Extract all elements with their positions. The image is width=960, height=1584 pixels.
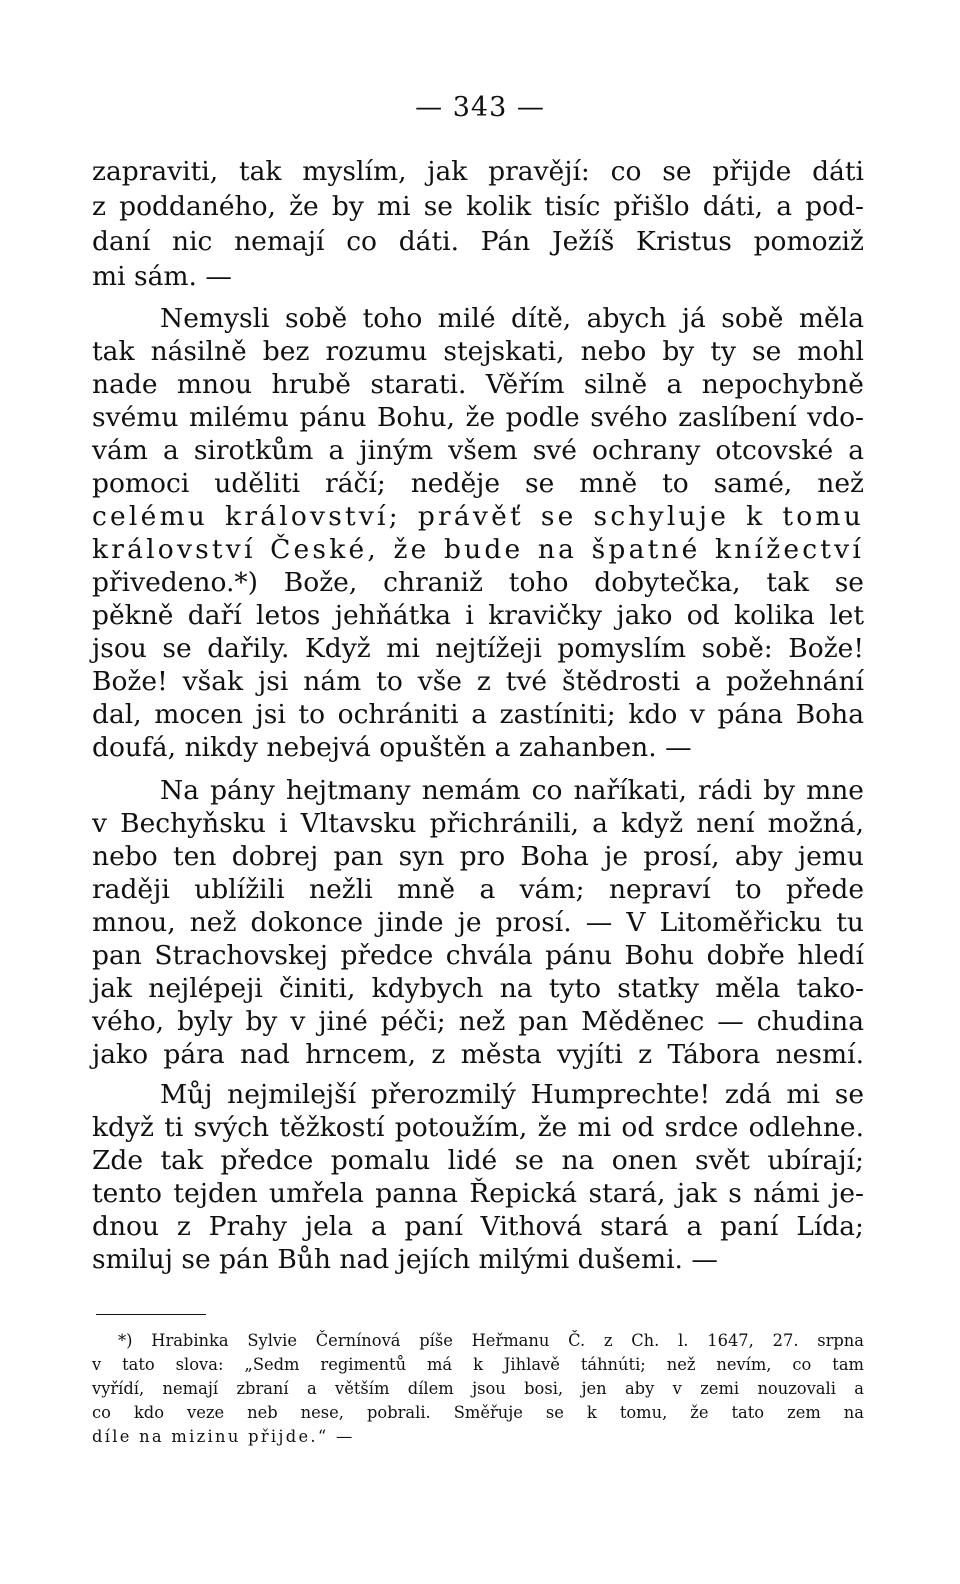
text-line: Zde tak předce pomalu lidé se na onen svět ubírají; <box>92 1145 864 1176</box>
text-line: z poddaného, že by mi se kolik tisíc přišlo dáti, a pod- <box>92 191 864 222</box>
text-line: vám a sirotkům a jiným všem své ochrany otcovské a <box>92 435 864 466</box>
text-line: nebo ten dobrej pan syn pro Boha je prosí, aby jemu <box>92 841 864 872</box>
text-line: Na pány hejtmany nemám co naříkati, rádi by mne <box>160 775 864 806</box>
footnote-line: *) Hrabinka Sylvie Černínová píše Heřmanu Č. z Ch. l. 1647, 27. srpna <box>118 1331 864 1350</box>
text-line: svému milému pánu Bohu, že podle svého zaslíbení vdo- <box>92 402 864 433</box>
footnote-line: co kdo veze neb nese, pobrali. Směřuje se k tomu, že tato zem na <box>92 1403 864 1422</box>
text-line: království České, že bude na špatné knížectví <box>92 534 864 565</box>
text-line: raději ublížili nežli mně a vám; nepraví to přede <box>92 874 864 905</box>
page-number: — 343 — <box>415 92 545 123</box>
footnote-line: vyřídí, nemají zbraní a větším dílem jsou bosi, jen aby v zemi nouzovali a <box>92 1379 864 1398</box>
text-line: přivedeno.*) Bože, chraniž toho dobytečka, tak se <box>92 567 864 598</box>
text-line: pomoci uděliti ráčí; neděje se mně to samé, než <box>92 468 864 499</box>
text-line: když ti svých těžkostí potoužím, že mi od srdce odlehne. <box>92 1112 864 1143</box>
text-line: vého, byly by v jiné péči; než pan Měděnec — chudina <box>92 1006 864 1037</box>
footnote-line: díle na mizinu přijde.“ — <box>92 1427 355 1446</box>
text-line: v Bechyňsku i Vltavsku přichránili, a když není možná, <box>92 808 864 839</box>
text-line: dal, mocen jsi to ochrániti a zastíniti; kdo v pána Boha <box>92 699 864 730</box>
text-line: Bože! však jsi nám to vše z tvé štědrosti a požehnání <box>92 666 864 697</box>
text-line: mnou, než dokonce jinde je prosí. — V Litoměřicku tu <box>92 907 864 938</box>
text-line: tak násilně bez rozumu stejskati, nebo by ty se mohl <box>92 336 864 367</box>
text-line: dnou z Prahy jela a paní Vithová stará a paní Lída; <box>92 1211 864 1242</box>
text-line: jsou se dařily. Když mi nejtížeji pomyslím sobě: Bože! <box>92 633 864 664</box>
text-line: doufá, nikdy nebejvá opuštěn a zahanben. — <box>92 732 692 763</box>
text-line: jak nejlépeji činiti, kdybych na tyto statky měla tako- <box>92 973 864 1004</box>
text-line: jako pára nad hrncem, z města vyjíti z Tábora nesmí. <box>92 1039 864 1070</box>
text-line: nade mnou hrubě starati. Věřím silně a nepochybně <box>92 369 864 400</box>
text-line: mi sám. — <box>92 261 232 292</box>
footnote-line: v tato slova: „Sedm regimentů má k Jihlavě táhnúti; než nevím, co tam <box>92 1355 864 1374</box>
text-line: celému království; právěť se schyluje k tomu <box>92 501 864 532</box>
footnote-rule <box>96 1314 206 1315</box>
text-line: smiluj se pán Bůh nad jejích milými dušemi. — <box>92 1244 718 1275</box>
text-line: pěkně daří letos jehňátka i kravičky jako od kolika let <box>92 600 864 631</box>
text-line: pan Strachovskej předce chvála pánu Bohu dobře hledí <box>92 940 864 971</box>
text-line: Můj nejmilejší přerozmilý Humprechte! zdá mi se <box>160 1079 864 1110</box>
text-line: zapraviti, tak myslím, jak pravějí: co se přijde dáti <box>92 156 864 187</box>
text-line: tento tejden umřela panna Řepická stará, jak s námi je- <box>92 1178 864 1209</box>
text-line: daní nic nemají co dáti. Pán Ježíš Kristus pomoziž <box>92 226 864 257</box>
text-line: Nemysli sobě toho milé dítě, abych já sobě měla <box>160 303 864 334</box>
